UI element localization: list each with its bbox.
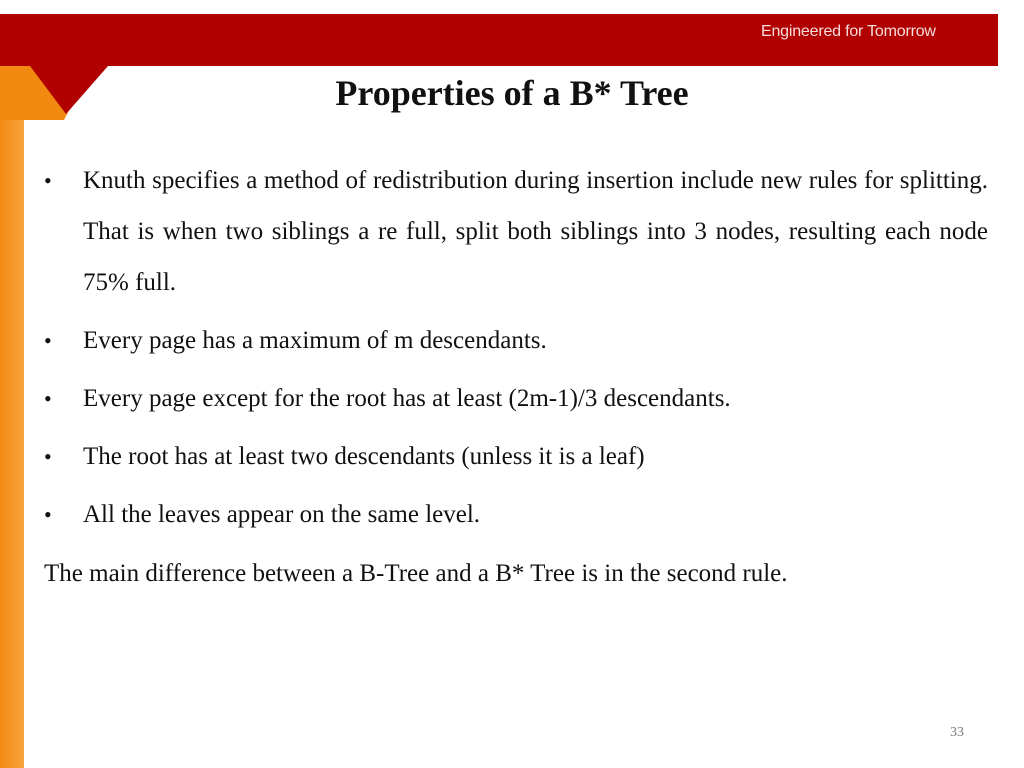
bullet-marker: • (44, 168, 52, 193)
bullet-text: Knuth specifies a method of redistribution during insertion include new rules for splitting. That is when two siblings a re full, split both siblings into 3 nodes, resulting each node 75% full. (83, 167, 988, 296)
bullet-item (44, 315, 988, 366)
bullet-item (44, 431, 988, 482)
page-number: 33 (950, 725, 964, 740)
bullet-marker: • (44, 328, 52, 353)
bullet-text: The root has at least two descendants (unless it is a leaf) (83, 443, 645, 470)
bullet-item (44, 489, 988, 540)
header-tagline: Engineered for Tomorrow (761, 23, 936, 40)
bullet-item (44, 373, 988, 424)
bullet-text: Every page has a maximum of m descendants. (83, 327, 547, 354)
bullet-text: All the leaves appear on the same level. (83, 501, 481, 528)
bullet-item (44, 155, 988, 308)
slide-title: Properties of a B* Tree (335, 73, 689, 113)
bullet-text: Every page except for the root has at least (2m-1)/3 descendants. (83, 385, 731, 412)
bullet-marker: • (44, 386, 52, 411)
closing-statement: The main difference between a B-Tree and a B* Tree is in the second rule. (44, 560, 788, 587)
bullet-marker: • (44, 502, 52, 527)
bullet-marker: • (44, 444, 52, 469)
